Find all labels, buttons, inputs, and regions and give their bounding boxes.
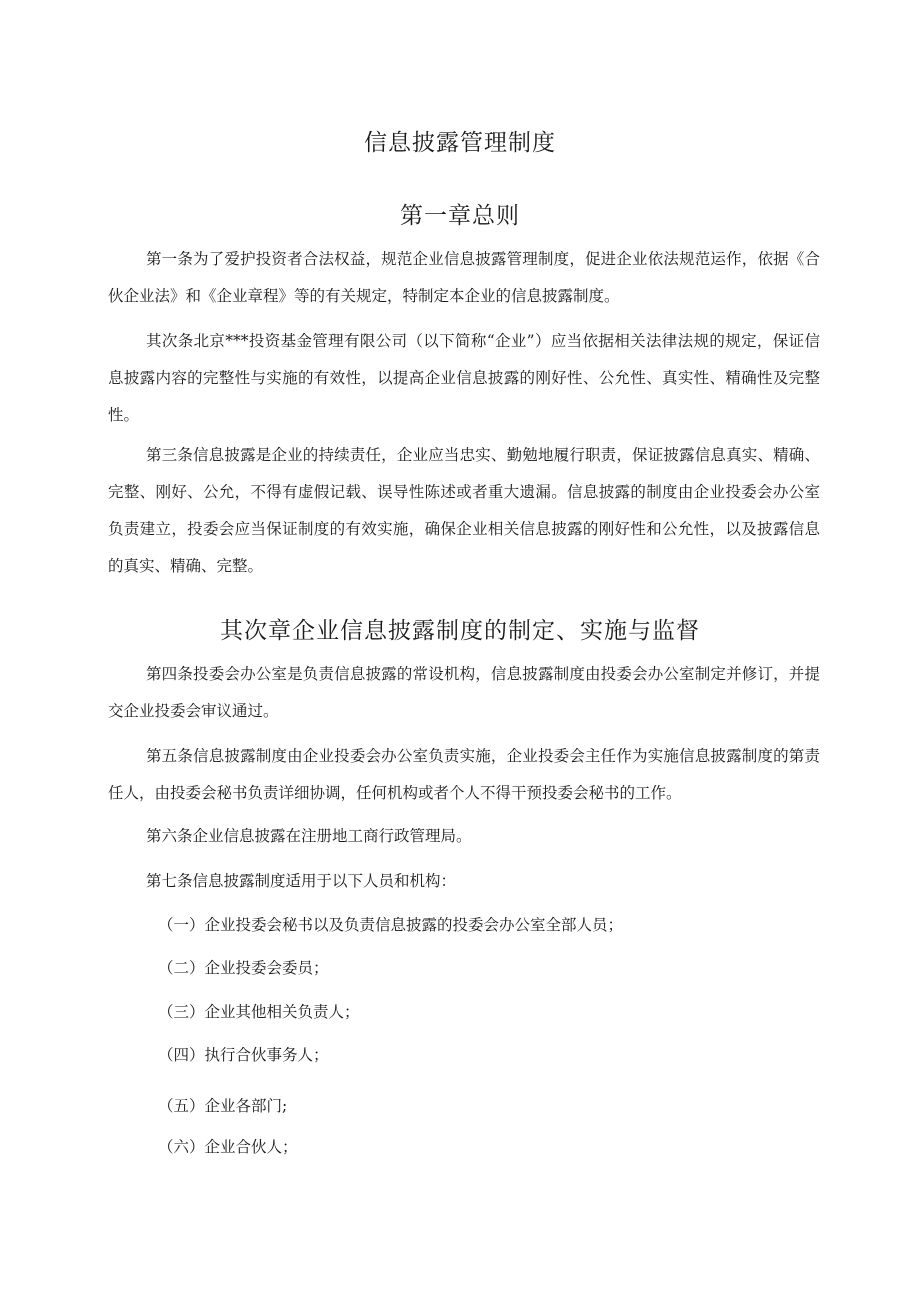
list-item-3: （三）企业其他相关负责人； [158,1003,360,1021]
list-item-4: （四）执行合伙事务人； [158,1046,329,1064]
list-item-2: （二）企业投委会委员； [158,959,329,977]
document-title: 信息披露管理制度 [364,130,556,156]
list-item-6: （六）企业合伙人； [158,1138,298,1156]
list-item-1: （一）企业投委会秘书以及负责信息披露的投委会办公室全部人员； [158,916,624,934]
chapter-2-heading: 其次章企业信息披露制度的制定、实施与监督 [220,618,700,644]
article-4: 第四条投委会办公室是负责信息披露的常设机构，信息披露制度由投委会办公室制定并修订，并提交企业投委会审议通过。 [108,665,820,720]
article-2: 其次条北京***投资基金管理有限公司（以下简称“企业”）应当依据相关法律法规的规定，保证信息披露内容的完整性与实施的有效性，以提高企业信息披露的刚好性、公允性、真实性、精确性及完整性。 [108,332,820,424]
article-6: 第六条企业信息披露在注册地工商行政管理局。 [146,827,472,845]
article-3: 第三条信息披露是企业的持续责任，企业应当忠实、勤勉地履行职责，保证披露信息真实、精确、完整、刚好、公允，不得有虚假记载、误导性陈述或者重大遗漏。信息披露的制度由企业投委会办公室负责建立，投委会应当保证制度的有效实施，确保企业相关信息披露的刚好性和公允性，以及披露信息的真实、精确、完整。 [108,446,820,575]
article-5: 第五条信息披露制度由企业投委会办公室负责实施，企业投委会主任作为实施信息披露制度的第责任人，由投委会秘书负责详细协调，任何机构或者个人不得干预投委会秘书的工作。 [108,747,820,802]
article-7: 第七条信息披露制度适用于以下人员和机构： [146,872,457,890]
chapter-1-heading: 第一章总则 [400,203,520,229]
article-1: 第一条为了爱护投资者合法权益，规范企业信息披露管理制度，促进企业依法规范运作，依据《合伙企业法》和《企业章程》等的有关规定，特制定本企业的信息披露制度。 [108,250,820,305]
list-item-5: （五）企业各部门; [158,1097,288,1115]
